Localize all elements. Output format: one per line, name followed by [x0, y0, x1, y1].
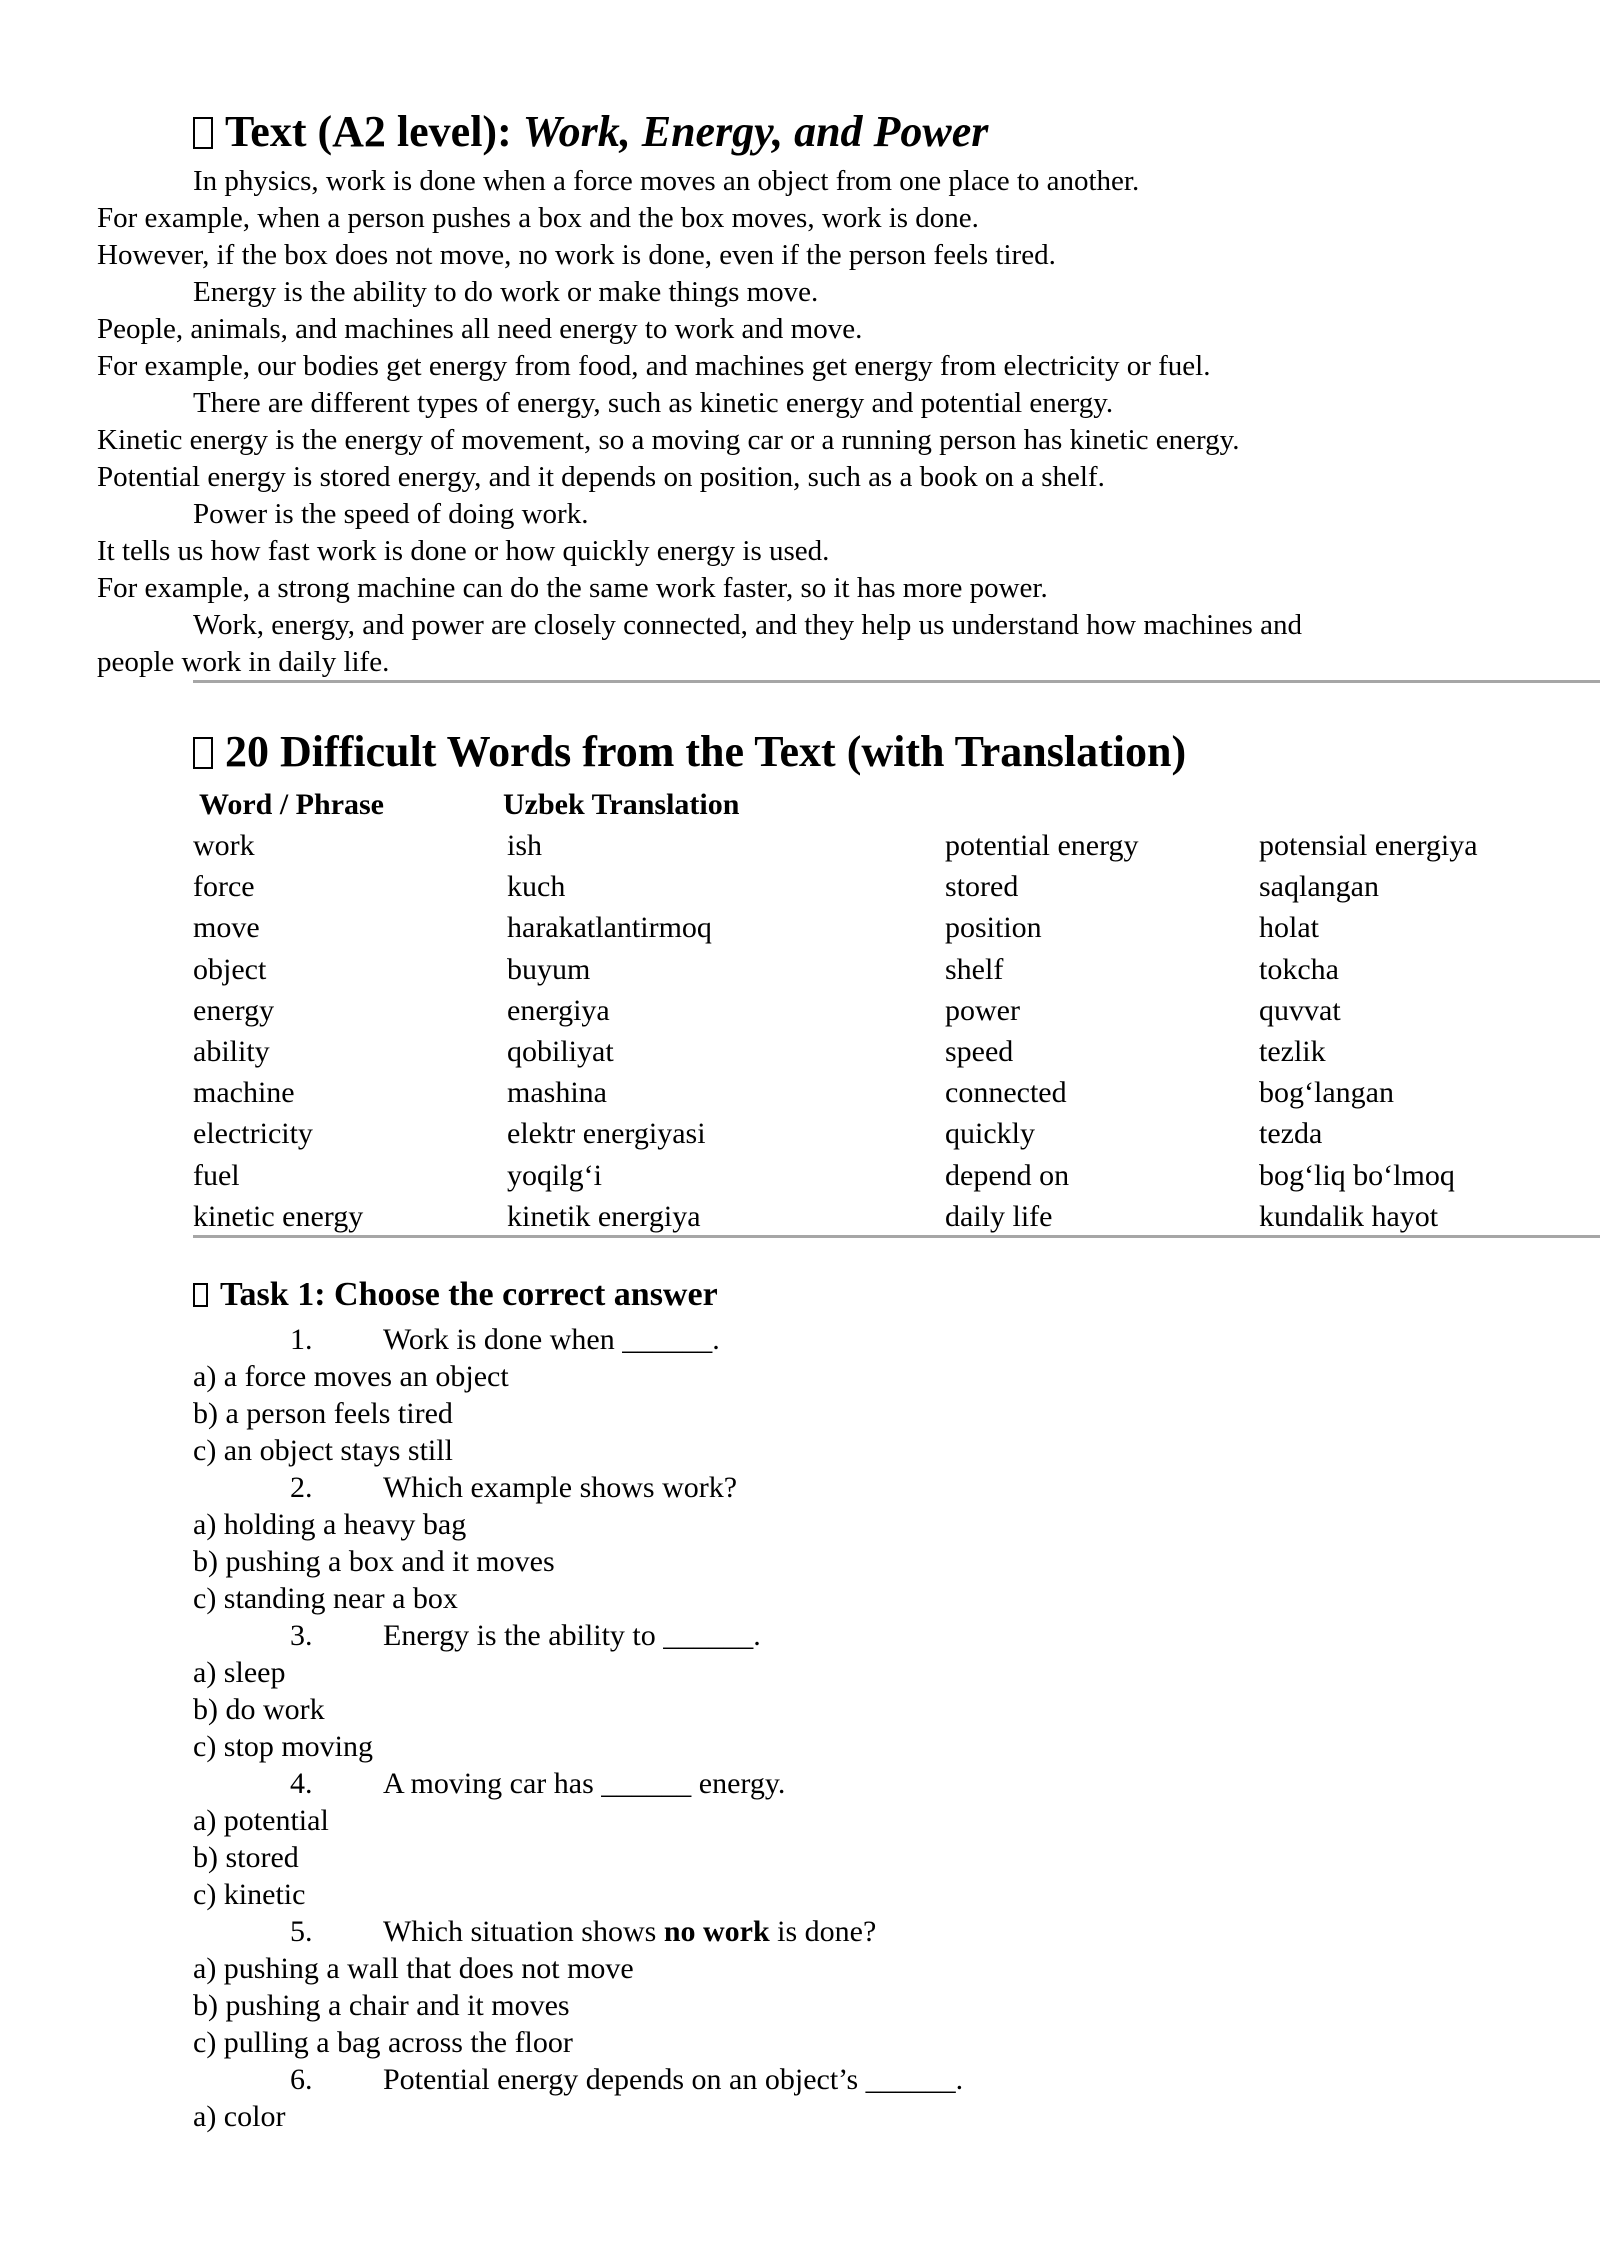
translation-cell: energiya: [507, 993, 610, 1027]
answer-option: c) an object stays still: [193, 1434, 453, 1467]
word-cell: shelf: [945, 952, 1004, 986]
translation-cell: tezlik: [1259, 1034, 1326, 1068]
reading-title-italic: Work, Energy, and Power: [522, 107, 989, 156]
translation-cell: yoqilg‘i: [507, 1158, 602, 1192]
vocabulary-title: [193, 726, 1186, 778]
table-row: [193, 1196, 1600, 1237]
section-divider: [193, 680, 1600, 683]
answer-option: a) a force moves an object: [193, 1360, 509, 1393]
header-translation: Uzbek Translation: [503, 788, 740, 821]
question: [193, 1913, 1493, 1950]
word-cell: machine: [193, 1076, 295, 1110]
translation-cell: kuch: [507, 870, 566, 904]
reading-line: In physics, work is done when a force moves an object from one place to another.: [193, 165, 1140, 197]
word-cell: electricity: [193, 1117, 313, 1151]
question-text-before: Which situation shows: [383, 1915, 664, 1948]
answer-option: a) potential: [193, 1804, 329, 1837]
question-number: 6.: [290, 2063, 313, 2096]
translation-cell: holat: [1259, 911, 1319, 945]
answer-option: c) pulling a bag across the floor: [193, 2026, 573, 2059]
question-number: 2.: [290, 1471, 313, 1504]
section-divider: [193, 1235, 1600, 1238]
table-row: [193, 1031, 1600, 1072]
translation-cell: buyum: [507, 952, 591, 986]
reading-line: Work, energy, and power are closely connected, and they help us understand how machines and: [193, 609, 1302, 641]
vocabulary-header: [193, 785, 1600, 825]
reading-line: However, if the box does not move, no work is done, even if the person feels tired.: [97, 239, 1056, 271]
word-cell: fuel: [193, 1158, 240, 1192]
word-cell: energy: [193, 993, 275, 1027]
vocabulary-title-text: 20 Difficult Words from the Text (with Translation): [225, 727, 1187, 776]
translation-cell: tokcha: [1259, 952, 1339, 986]
answer-option: c) stop moving: [193, 1730, 373, 1763]
question-text: A moving car has ______ energy.: [383, 1767, 786, 1800]
reading-line: For example, our bodies get energy from food, and machines get energy from electricity or fuel.: [97, 350, 1211, 382]
word-cell: power: [945, 993, 1020, 1027]
word-cell: position: [945, 911, 1042, 945]
task1-title-text: Task 1: Choose the correct answer: [220, 1276, 718, 1313]
reading-text: [97, 163, 1497, 681]
reading-line: Kinetic energy is the energy of movement, so a moving car or a running person has kinetic energy.: [97, 424, 1240, 456]
translation-cell: qobiliyat: [507, 1034, 614, 1068]
reading-title-prefix: Text (A2 level):: [225, 107, 523, 156]
translation-cell: harakatlantirmoq: [507, 911, 712, 945]
word-cell: daily life: [945, 1199, 1053, 1233]
question-text: Work is done when ______.: [383, 1323, 720, 1356]
answer-option: b) a person feels tired: [193, 1397, 453, 1430]
word-cell: ability: [193, 1034, 270, 1068]
question: [193, 1321, 1493, 1358]
question-text: Energy is the ability to ______.: [383, 1619, 761, 1652]
word-cell: depend on: [945, 1158, 1070, 1192]
translation-cell: kinetik energiya: [507, 1199, 701, 1233]
checkbox-icon: [193, 737, 213, 769]
reading-line: Energy is the ability to do work or make things move.: [193, 276, 819, 308]
table-row: [193, 907, 1600, 948]
answer-option: a) holding a heavy bag: [193, 1508, 467, 1541]
table-row: [193, 1155, 1600, 1196]
word-cell: speed: [945, 1034, 1014, 1068]
question-text: Which example shows work?: [383, 1471, 738, 1504]
answer-option: b) do work: [193, 1693, 325, 1726]
question: [193, 1469, 1493, 1506]
reading-line: For example, when a person pushes a box and the box moves, work is done.: [97, 202, 979, 234]
question-text-bold: no work: [663, 1915, 770, 1948]
word-cell: potential energy: [945, 829, 1139, 862]
reading-line: For example, a strong machine can do the same work faster, so it has more power.: [97, 572, 1048, 604]
translation-cell: tezda: [1259, 1117, 1323, 1151]
answer-option: b) stored: [193, 1841, 299, 1874]
question-text: Potential energy depends on an object’s ______.: [383, 2063, 964, 2096]
question: [193, 1765, 1493, 1802]
word-cell: object: [193, 952, 267, 986]
table-row: [193, 1113, 1600, 1154]
answer-option: b) pushing a box and it moves: [193, 1545, 555, 1578]
reading-line: Power is the speed of doing work.: [193, 498, 589, 530]
checkbox-icon: [193, 1283, 208, 1307]
reading-line: It tells us how fast work is done or how quickly energy is used.: [97, 535, 830, 567]
translation-cell: ish: [507, 829, 543, 862]
word-cell: quickly: [945, 1117, 1035, 1151]
reading-line: There are different types of energy, such as kinetic energy and potential energy.: [193, 387, 1114, 419]
translation-cell: mashina: [507, 1076, 607, 1110]
word-cell: move: [193, 911, 260, 945]
task1-title: [193, 1274, 718, 1316]
word-cell: work: [193, 829, 255, 862]
table-row: [193, 990, 1600, 1031]
question: [193, 1617, 1493, 1654]
reading-line: Potential energy is stored energy, and it depends on position, such as a book on a shelf.: [97, 461, 1105, 493]
translation-cell: elektr energiyasi: [507, 1117, 706, 1151]
table-row: [193, 1072, 1600, 1113]
checkbox-icon: [193, 117, 213, 149]
word-cell: stored: [945, 870, 1019, 904]
answer-option: c) standing near a box: [193, 1582, 458, 1615]
answer-option: a) sleep: [193, 1656, 286, 1689]
question-text-after: is done?: [769, 1915, 877, 1948]
header-word: Word / Phrase: [199, 788, 384, 821]
translation-cell: kundalik hayot: [1259, 1199, 1439, 1233]
question: [193, 2061, 1493, 2098]
answer-option: c) kinetic: [193, 1878, 306, 1911]
question-number: 5.: [290, 1915, 313, 1948]
question-number: 3.: [290, 1619, 313, 1652]
answer-option: b) pushing a chair and it moves: [193, 1989, 570, 2022]
answer-option: a) pushing a wall that does not move: [193, 1952, 634, 1985]
reading-title: [193, 106, 988, 158]
translation-cell: saqlangan: [1259, 870, 1379, 904]
table-row: [193, 825, 1600, 866]
translation-cell: quvvat: [1259, 993, 1341, 1027]
reading-line: people work in daily life.: [97, 646, 390, 678]
table-row: [193, 949, 1600, 990]
question-number: 1.: [290, 1323, 313, 1356]
translation-cell: bog‘liq bo‘lmoq: [1259, 1158, 1455, 1192]
table-row: [193, 866, 1600, 907]
question-text: [383, 1913, 876, 1950]
word-cell: kinetic energy: [193, 1199, 364, 1233]
reading-line: People, animals, and machines all need energy to work and move.: [97, 313, 863, 345]
question-number: 4.: [290, 1767, 313, 1800]
vocabulary-table: [193, 785, 1600, 1237]
translation-cell: bog‘langan: [1259, 1076, 1394, 1110]
task1-questions: [193, 1321, 1493, 2135]
word-cell: force: [193, 870, 255, 904]
answer-option: a) color: [193, 2100, 286, 2133]
translation-cell: potensial energiya: [1259, 829, 1478, 862]
word-cell: connected: [945, 1076, 1067, 1110]
